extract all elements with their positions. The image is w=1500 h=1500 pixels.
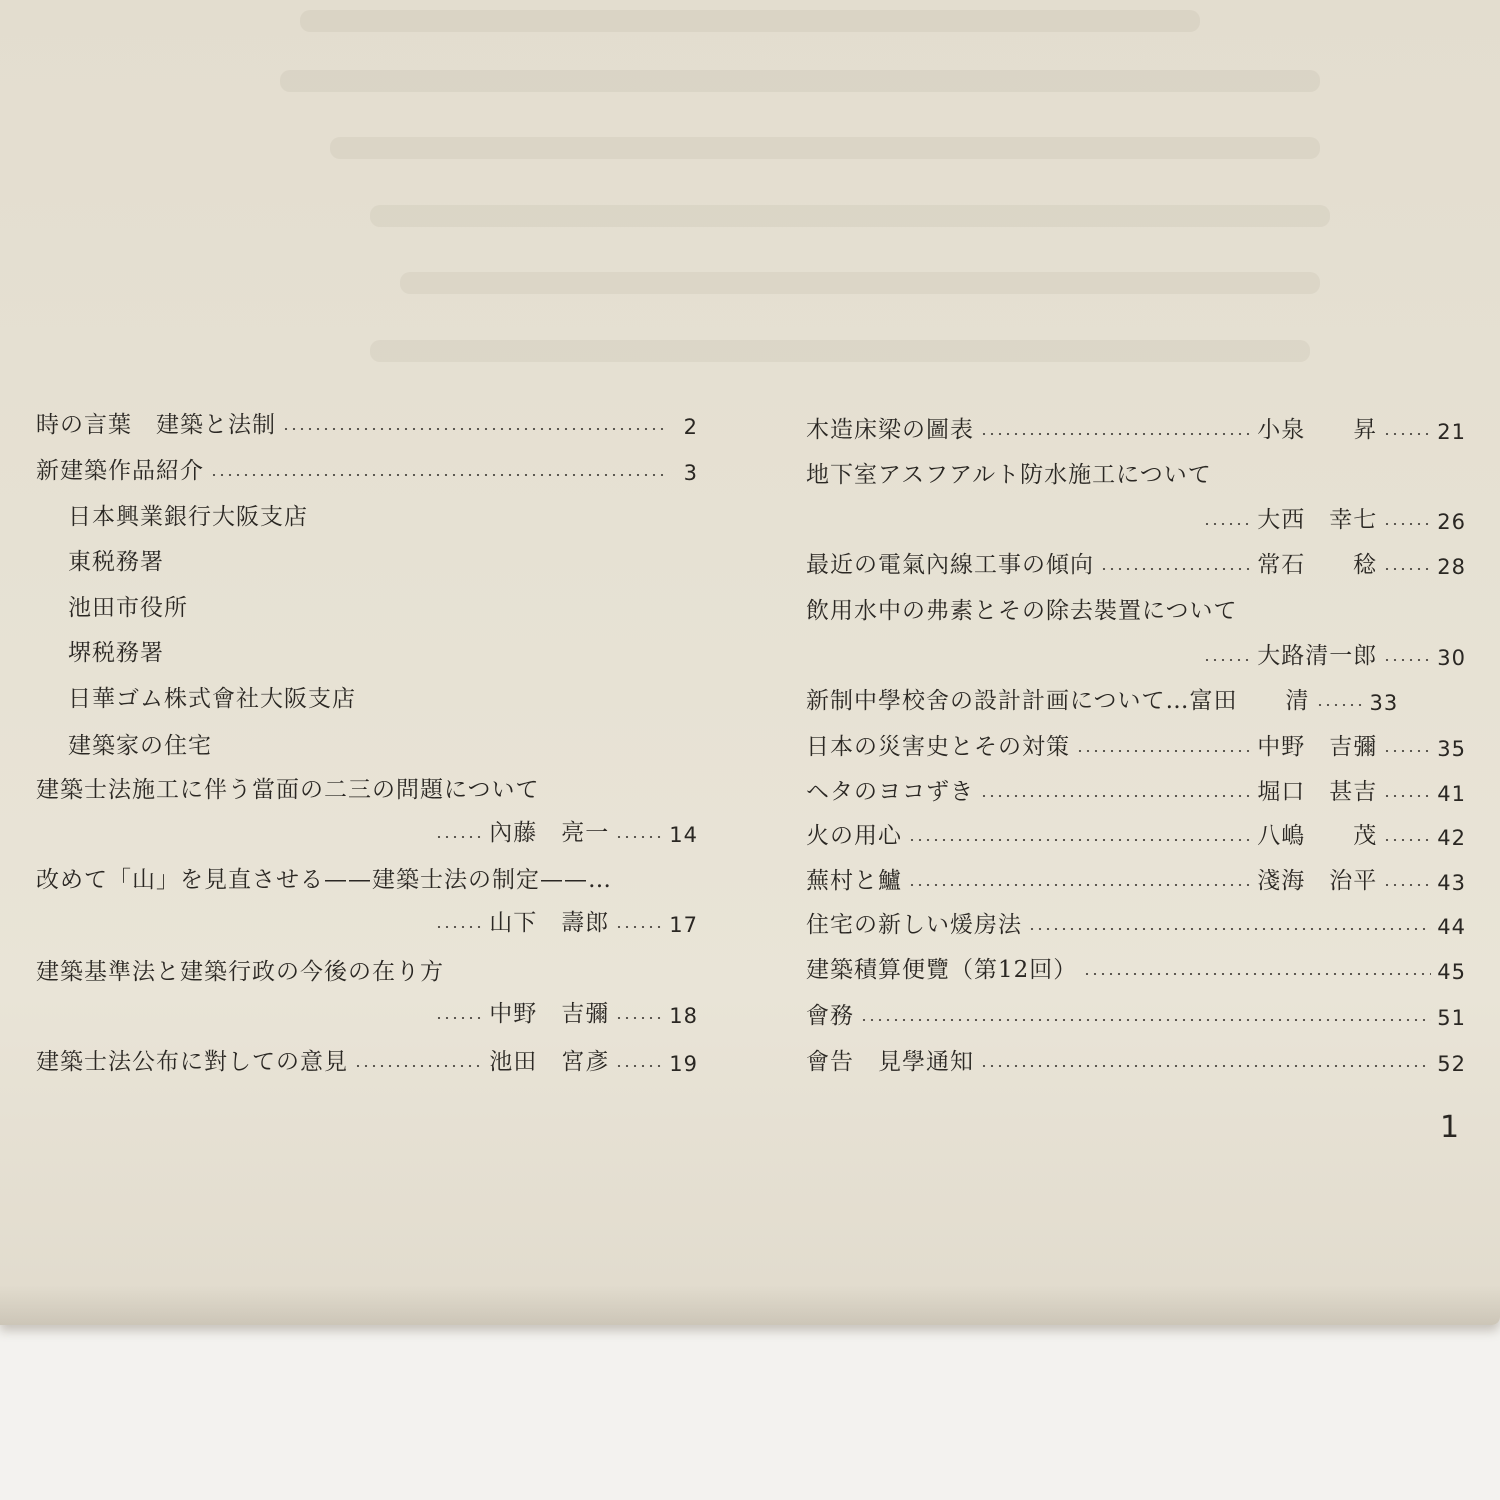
entry-title: 新制中學校舍の設計計画について… (806, 688, 1190, 714)
entry-page: 28 (1437, 555, 1466, 579)
leader-dots (1028, 928, 1431, 930)
leader-dots (1383, 523, 1431, 525)
toc-entry (806, 861, 1466, 895)
toc-entry (806, 950, 1466, 984)
entry-page: 19 (669, 1052, 698, 1076)
entry-title: 木造床梁の圖表 (806, 417, 974, 443)
toc-entry (806, 410, 1466, 444)
leader-dots (435, 836, 483, 838)
leader-dots (1383, 884, 1431, 886)
bleed-through (330, 137, 1320, 159)
leader-dots (435, 926, 483, 928)
subentry-title: 日本興業銀行大阪支店 (68, 504, 308, 530)
entry-title: 地下室アスフアルト防水施工について (806, 462, 1212, 488)
leader-dots (1203, 523, 1251, 525)
entry-title: ヘタのヨコずき (806, 779, 974, 805)
entry-title: 時の言葉 建築と法制 (36, 412, 276, 438)
toc-entry (806, 996, 1466, 1030)
bleed-through (370, 205, 1330, 227)
leader-dots (908, 839, 1251, 841)
leader-dots (1316, 704, 1364, 706)
leader-dots (435, 1017, 483, 1019)
leader-dots (1383, 568, 1431, 570)
entry-page: 3 (683, 461, 698, 485)
leader-dots (615, 836, 663, 838)
entry-author: 大路清一郎 (1257, 643, 1378, 669)
leader-dots (1383, 659, 1431, 661)
entry-title: 建築基準法と建築行政の今後の在り方 (36, 959, 444, 985)
entry-title: 蕪村と鱸 (806, 868, 902, 894)
toc-subentry (36, 542, 698, 576)
entry-author: 中野 吉彌 (1257, 734, 1378, 760)
subentry-title: 建築家の住宅 (68, 733, 212, 759)
toc-entry-continuation (806, 636, 1466, 670)
entry-title: 建築士法施工に伴う當面の二三の問題について (36, 777, 540, 803)
leader-dots (1383, 839, 1431, 841)
toc-entry (36, 860, 698, 894)
bleed-through (370, 340, 1310, 362)
entry-author: 八嶋 茂 (1257, 823, 1378, 849)
toc-entry-continuation (806, 500, 1466, 534)
leader-dots (354, 1065, 483, 1067)
leader-dots (980, 1065, 1431, 1067)
entry-page: 30 (1437, 646, 1466, 670)
entry-author: 中野 吉彌 (489, 1001, 610, 1027)
entry-author: 富田 清 (1189, 688, 1310, 714)
entry-page: 17 (669, 913, 698, 937)
leader-dots (908, 884, 1251, 886)
entry-title: 飲用水中の弗素とその除去裝置について (806, 598, 1238, 624)
leader-dots (1076, 750, 1251, 752)
toc-entry (806, 545, 1466, 579)
entry-title: 新建築作品紹介 (36, 458, 204, 484)
toc-subentry (36, 588, 698, 622)
entry-title: 建築積算便覽（第12回） (806, 957, 1078, 983)
entry-title: 日本の災害史とその対策 (806, 734, 1070, 760)
subentry-title: 東税務署 (68, 549, 164, 575)
entry-page: 44 (1437, 915, 1466, 939)
entry-title: 火の用心 (806, 823, 902, 849)
page-number: 1 (1440, 1110, 1460, 1145)
entry-author: 堀口 甚吉 (1257, 779, 1378, 805)
leader-dots (1383, 795, 1431, 797)
leader-dots (1383, 433, 1431, 435)
entry-page: 26 (1437, 510, 1466, 534)
leader-dots (1203, 659, 1251, 661)
toc-entry (36, 770, 698, 804)
bleed-through (400, 272, 1320, 294)
entry-page: 33 (1369, 691, 1399, 715)
toc-entry (806, 727, 1466, 761)
leader-dots (615, 1065, 663, 1067)
leader-dots (1383, 750, 1431, 752)
toc-entry (36, 405, 698, 439)
entry-page: 2 (683, 415, 698, 439)
entry-page: 18 (669, 1004, 698, 1028)
leader-dots (980, 433, 1251, 435)
entry-author: 常石 稔 (1257, 552, 1378, 578)
bleed-through (300, 10, 1200, 32)
entry-title: 會告 見學通知 (806, 1049, 974, 1075)
entry-page: 21 (1437, 420, 1466, 444)
subentry-title: 池田市役所 (68, 595, 188, 621)
leader-dots (1083, 973, 1431, 975)
entry-author: 淺海 治平 (1257, 868, 1378, 894)
subentry-title: 日華ゴム株式會社大阪支店 (68, 686, 356, 712)
toc-entry (36, 952, 698, 986)
entry-title: 會務 (806, 1003, 854, 1029)
entry-page: 42 (1437, 826, 1466, 850)
entry-author: 大西 幸七 (1257, 507, 1378, 533)
entry-page: 52 (1437, 1052, 1466, 1076)
toc-entry (806, 455, 1466, 489)
toc-entry (806, 681, 1466, 715)
leader-dots (615, 1017, 663, 1019)
toc-entry-continuation (36, 903, 698, 937)
toc-entry-continuation (36, 994, 698, 1028)
leader-dots (210, 474, 664, 476)
toc-entry (806, 591, 1466, 625)
leader-dots (980, 795, 1251, 797)
entry-title: 最近の電氣內線工事の傾向 (806, 552, 1094, 578)
bleed-through (280, 70, 1320, 92)
entry-author: 山下 壽郎 (489, 910, 610, 936)
entry-page: 14 (669, 823, 698, 847)
leader-dots (1100, 568, 1251, 570)
toc-entry (806, 905, 1466, 939)
toc-subentry (36, 497, 698, 531)
entry-page: 45 (1437, 960, 1466, 984)
toc-entry (806, 1042, 1466, 1076)
entry-author: 池田 宮彥 (489, 1049, 610, 1075)
toc-entry (36, 1042, 698, 1076)
leader-dots (282, 428, 664, 430)
leader-dots (860, 1019, 1431, 1021)
entry-title: 住宅の新しい煖房法 (806, 912, 1022, 938)
entry-author: 小泉 昇 (1257, 417, 1378, 443)
leader-dots (615, 926, 663, 928)
toc-subentry (36, 633, 698, 667)
entry-title: 建築士法公布に對しての意見 (36, 1049, 348, 1075)
subentry-title: 堺税務署 (68, 640, 164, 666)
toc-entry (36, 451, 698, 485)
entry-page: 43 (1437, 871, 1466, 895)
toc-entry (806, 816, 1466, 850)
entry-page: 51 (1437, 1006, 1466, 1030)
entry-title: 改めて「山」を見直させる——建築士法の制定——… (36, 867, 612, 893)
entry-page: 41 (1437, 782, 1466, 806)
entry-page: 35 (1437, 737, 1466, 761)
toc-entry-continuation (36, 813, 698, 847)
toc-subentry (36, 726, 698, 760)
toc-entry (806, 772, 1466, 806)
toc-subentry (36, 679, 698, 713)
entry-author: 內藤 亮一 (489, 820, 610, 846)
